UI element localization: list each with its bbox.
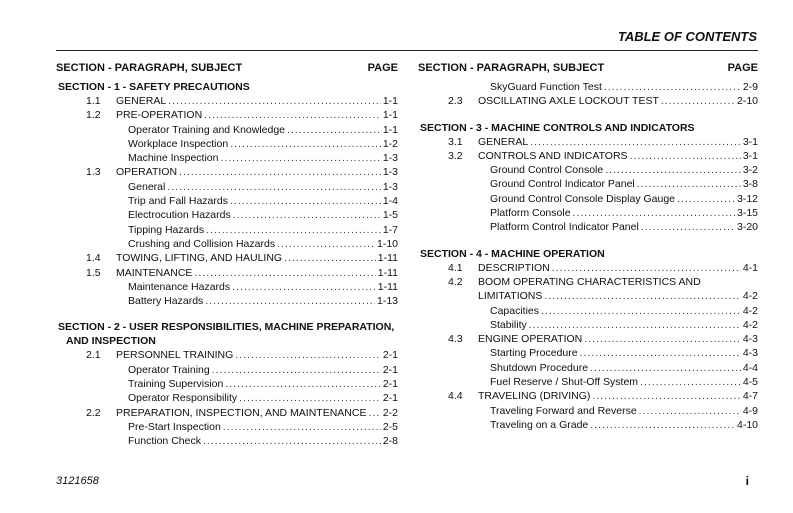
- entry-page: 2-1: [382, 392, 398, 405]
- dot-leader: [661, 94, 735, 108]
- dot-leader: [233, 208, 381, 222]
- header-rule: [56, 50, 758, 51]
- toc-entry[interactable]: [418, 275, 758, 289]
- toc-entry[interactable]: [418, 135, 758, 149]
- column-header-subject: SECTION - PARAGRAPH, SUBJECT: [418, 62, 605, 74]
- toc-entry[interactable]: [418, 304, 758, 318]
- entry-page: 2-1: [382, 349, 398, 362]
- entry-title: Machine Inspection: [128, 152, 219, 165]
- entry-number: 1.3: [86, 166, 101, 179]
- entry-title: PREPARATION, INSPECTION, AND MAINTENANCE: [116, 406, 367, 419]
- dot-leader: [232, 280, 376, 294]
- entry-page: 2-9: [742, 81, 758, 93]
- entry-number: 1.1: [86, 95, 101, 107]
- toc-entry[interactable]: [56, 348, 398, 362]
- dot-leader: [637, 177, 741, 191]
- toc-entry[interactable]: [56, 151, 398, 165]
- dot-leader: [205, 294, 375, 308]
- page-number: i: [745, 474, 749, 488]
- dot-leader: [529, 318, 741, 332]
- dot-leader: [641, 220, 735, 234]
- toc-entry[interactable]: [56, 208, 398, 222]
- entry-number: 1.4: [86, 252, 101, 265]
- entry-title: Training Supervision: [128, 378, 224, 391]
- toc-entry[interactable]: [418, 289, 758, 303]
- column-header-page: PAGE: [727, 62, 758, 74]
- entry-number: 3.1: [448, 135, 463, 148]
- entry-page: 1-5: [382, 209, 398, 222]
- entry-title: Ground Control Indicator Panel: [490, 178, 635, 191]
- entry-page: 4-2: [742, 318, 758, 331]
- dot-leader: [230, 194, 381, 208]
- entry-title: CONTROLS AND INDICATORS: [478, 149, 628, 162]
- toc-entry[interactable]: [418, 389, 758, 403]
- section-gap: [418, 235, 758, 247]
- entry-title: DESCRIPTION: [478, 261, 550, 274]
- entry-number: 1.2: [86, 109, 101, 122]
- toc-entry[interactable]: [418, 220, 758, 234]
- toc-entry[interactable]: [56, 180, 398, 194]
- entry-number: 4.2: [448, 275, 463, 288]
- dot-leader: [368, 406, 380, 420]
- entry-title: OPERATION: [116, 166, 178, 179]
- entry-title: Workplace Inspection: [128, 137, 229, 150]
- entry-title: Trip and Fall Hazards: [128, 195, 228, 208]
- toc-entry[interactable]: [418, 346, 758, 360]
- toc-entry[interactable]: [418, 206, 758, 220]
- entry-title: PERSONNEL TRAINING: [116, 349, 234, 362]
- dot-leader: [630, 149, 741, 163]
- column-header-subject: SECTION - PARAGRAPH, SUBJECT: [56, 62, 243, 74]
- entry-page: 4-2: [742, 290, 758, 303]
- toc-entry[interactable]: [56, 434, 398, 448]
- dot-leader: [220, 151, 380, 165]
- toc-entry[interactable]: [56, 94, 398, 108]
- entry-page: 2-10: [736, 95, 758, 108]
- column-header-right: [418, 62, 758, 80]
- dot-leader: [179, 165, 381, 179]
- entry-title: OSCILLATING AXLE LOCKOUT TEST: [478, 95, 659, 108]
- dot-leader: [584, 332, 741, 346]
- entry-title: Platform Control Indicator Panel: [490, 221, 639, 234]
- toc-entry[interactable]: [418, 94, 758, 108]
- dot-leader: [225, 377, 380, 391]
- toc-entry[interactable]: [418, 192, 758, 206]
- entry-page: 2-1: [382, 363, 398, 376]
- dot-leader: [167, 180, 380, 194]
- dot-leader: [573, 206, 735, 220]
- column-header-page: PAGE: [367, 62, 398, 74]
- entry-title: Traveling Forward and Reverse: [490, 404, 637, 417]
- entry-page: 4-3: [742, 333, 758, 346]
- toc-entry[interactable]: [418, 361, 758, 375]
- toc-entry[interactable]: [56, 377, 398, 391]
- entry-title: Ground Control Console Display Gauge: [490, 192, 676, 205]
- entry-page: 1-11: [377, 266, 398, 279]
- entry-title: PRE-OPERATION: [116, 109, 203, 122]
- entry-number: 1.5: [86, 266, 101, 279]
- entry-title: Capacities: [490, 304, 540, 317]
- entry-title: TOWING, LIFTING, AND HAULING: [116, 252, 283, 265]
- entry-number: 3.2: [448, 149, 463, 162]
- entry-page: 1-13: [376, 295, 398, 308]
- entry-title: Ground Control Console: [490, 164, 604, 177]
- toc-entry[interactable]: [418, 163, 758, 177]
- toc-entry[interactable]: [56, 108, 398, 122]
- dot-leader: [541, 304, 741, 318]
- toc-entry[interactable]: [56, 406, 398, 420]
- entry-page: 2-8: [382, 435, 398, 448]
- dot-leader: [677, 192, 735, 206]
- entry-title: MAINTENANCE: [116, 266, 193, 279]
- toc-entry[interactable]: [418, 375, 758, 389]
- dot-leader: [168, 94, 381, 108]
- entry-title: Operator Training and Knowledge: [128, 123, 286, 136]
- entry-title: Electrocution Hazards: [128, 209, 231, 222]
- dot-leader: [604, 80, 741, 94]
- toc-entry[interactable]: [56, 420, 398, 434]
- entry-number: 4.4: [448, 390, 463, 403]
- section-heading: SECTION - 4 - MACHINE OPERATION: [420, 247, 605, 260]
- dot-leader: [640, 375, 741, 389]
- toc-entry[interactable]: [56, 237, 398, 251]
- toc-entry[interactable]: [56, 137, 398, 151]
- entry-title: Fuel Reserve / Shut-Off System: [490, 376, 639, 389]
- entry-page: 1-1: [382, 109, 398, 122]
- entry-title: Function Check: [128, 435, 201, 448]
- section-heading: SECTION - 3 - MACHINE CONTROLS AND INDICATORS: [420, 121, 695, 134]
- entry-title: Stability: [490, 318, 527, 331]
- dot-leader: [544, 289, 740, 303]
- entry-page: 1-7: [382, 223, 398, 236]
- toc-entry[interactable]: [418, 404, 758, 418]
- entry-title: Tipping Hazards: [128, 223, 205, 236]
- entry-page: 2-5: [382, 420, 398, 433]
- entry-page: 3-2: [742, 164, 758, 177]
- entry-title: Starting Procedure: [490, 347, 578, 360]
- entry-page: 3-1: [742, 149, 758, 162]
- entry-title: GENERAL: [116, 95, 167, 107]
- dot-leader: [605, 163, 741, 177]
- toc-right-column: [418, 62, 758, 432]
- entry-page: 4-3: [742, 347, 758, 360]
- toc-entry[interactable]: [56, 223, 398, 237]
- section-heading: SECTION - 2 - USER RESPONSIBILITIES, MACHINE PREPARATION,: [58, 321, 395, 334]
- entry-number: 2.3: [448, 95, 463, 108]
- entry-page: 3-8: [742, 178, 758, 191]
- toc-entry[interactable]: [418, 261, 758, 275]
- entry-page: 4-7: [742, 390, 758, 403]
- entry-title: Shutdown Procedure: [490, 361, 589, 374]
- dot-leader: [592, 389, 740, 403]
- entry-page: 4-5: [742, 376, 758, 389]
- toc-entry[interactable]: [56, 123, 398, 137]
- dot-leader: [284, 251, 376, 265]
- toc-entry[interactable]: [56, 294, 398, 308]
- toc-entry[interactable]: [56, 251, 398, 265]
- entry-page: 1-10: [376, 237, 398, 250]
- entry-number: 4.1: [448, 261, 463, 274]
- entry-title: Traveling on a Grade: [490, 418, 589, 431]
- page-title: TABLE OF CONTENTS: [617, 29, 757, 44]
- dot-leader: [206, 223, 381, 237]
- toc-entry[interactable]: [418, 332, 758, 346]
- entry-page: 1-3: [382, 166, 398, 179]
- entry-page: 3-1: [742, 135, 758, 148]
- entry-title: Battery Hazards: [128, 295, 204, 308]
- entry-page: 1-1: [382, 95, 398, 107]
- dot-leader: [223, 420, 381, 434]
- dot-leader: [590, 418, 735, 432]
- toc-entry[interactable]: [418, 318, 758, 332]
- entry-page: 3-15: [736, 207, 758, 220]
- entry-page: 1-3: [382, 152, 398, 165]
- toc-entry[interactable]: [418, 149, 758, 163]
- dot-leader: [590, 361, 741, 375]
- entry-page: 4-4: [742, 361, 758, 374]
- document-number: 3121658: [56, 475, 99, 487]
- section-heading: SECTION - 1 - SAFETY PRECAUTIONS: [58, 81, 250, 93]
- entry-title: Pre-Start Inspection: [128, 420, 221, 433]
- entry-page: 1-4: [382, 195, 398, 208]
- entry-page: 3-20: [736, 221, 758, 234]
- dot-leader: [239, 391, 381, 405]
- entry-number: 2.2: [86, 406, 101, 419]
- toc-entry[interactable]: [56, 165, 398, 179]
- entry-page: 1-2: [382, 137, 398, 150]
- section-heading: AND INSPECTION: [66, 335, 156, 348]
- entry-page: 4-2: [742, 304, 758, 317]
- toc-entry[interactable]: [418, 418, 758, 432]
- entry-title: BOOM OPERATING CHARACTERISTICS AND: [478, 275, 701, 288]
- entry-page: 1-11: [377, 280, 398, 293]
- dot-leader: [287, 123, 381, 137]
- dot-leader: [203, 434, 381, 448]
- section-gap: [56, 308, 398, 320]
- toc-entry[interactable]: [56, 194, 398, 208]
- entry-page: 3-12: [736, 192, 758, 205]
- entry-title: ENGINE OPERATION: [478, 333, 583, 346]
- entry-page: 1-3: [382, 180, 398, 193]
- toc-list-left: [56, 80, 398, 449]
- toc-entry[interactable]: [56, 280, 398, 294]
- dot-leader: [204, 108, 381, 122]
- entry-page: 1-1: [382, 123, 398, 136]
- section-gap: [418, 109, 758, 121]
- entry-page: 4-10: [736, 418, 758, 431]
- column-header-left: [56, 62, 398, 80]
- entry-title: Platform Console: [490, 207, 571, 220]
- entry-page: 2-2: [382, 406, 398, 419]
- dot-leader: [552, 261, 741, 275]
- entry-page: 2-1: [382, 378, 398, 391]
- entry-title: Operator Training: [128, 363, 210, 376]
- dot-leader: [277, 237, 375, 251]
- toc-entry[interactable]: [418, 80, 758, 94]
- dot-leader: [194, 266, 375, 280]
- toc-entry[interactable]: [418, 177, 758, 191]
- entry-title: SkyGuard Function Test: [490, 81, 602, 93]
- entry-title: General: [128, 180, 166, 193]
- entry-title: Crushing and Collision Hazards: [128, 237, 276, 250]
- toc-left-column: [56, 62, 398, 449]
- dot-leader: [235, 348, 381, 362]
- toc-entry[interactable]: [56, 363, 398, 377]
- dot-leader: [230, 137, 381, 151]
- entry-title: Operator Responsibility: [128, 392, 238, 405]
- entry-page: 4-9: [742, 404, 758, 417]
- entry-page: 4-1: [742, 261, 758, 274]
- dot-leader: [212, 363, 381, 377]
- toc-entry[interactable]: [56, 391, 398, 405]
- dot-leader: [530, 135, 741, 149]
- entry-title: LIMITATIONS: [478, 290, 543, 303]
- dot-leader: [580, 346, 741, 360]
- dot-leader: [639, 404, 741, 418]
- entry-page: 1-11: [377, 252, 398, 265]
- entry-title: GENERAL: [478, 135, 529, 148]
- toc-list-right: [418, 80, 758, 432]
- entry-number: 2.1: [86, 349, 101, 362]
- entry-title: Maintenance Hazards: [128, 280, 231, 293]
- entry-title: TRAVELING (DRIVING): [478, 390, 591, 403]
- entry-number: 4.3: [448, 333, 463, 346]
- toc-entry[interactable]: [56, 266, 398, 280]
